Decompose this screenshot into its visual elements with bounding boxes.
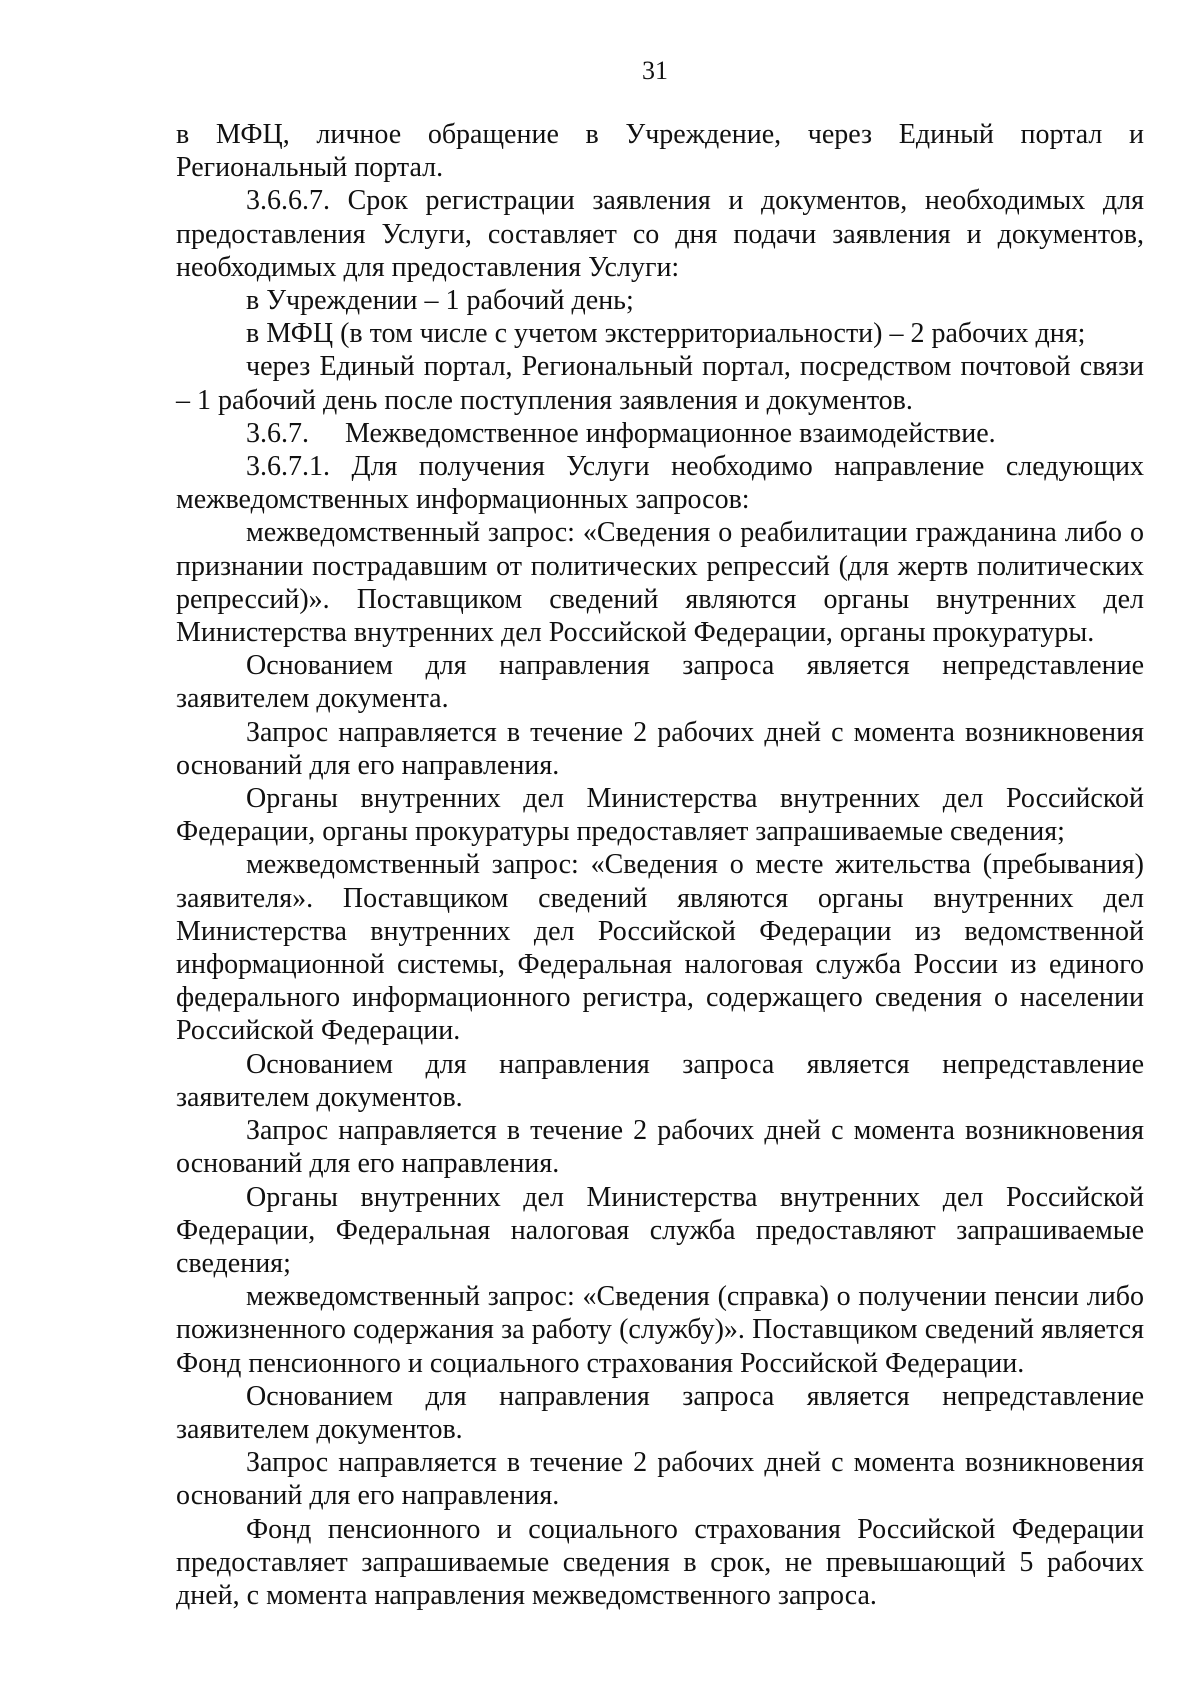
paragraph-mfc-continuation: в МФЦ, личное обращение в Учреждение, через Единый портал и Региональный портал.	[176, 119, 1144, 184]
paragraph-timing-2: Запрос направляется в течение 2 рабочих дней с момента возникновения оснований для его направления.	[176, 1115, 1144, 1180]
section-heading-interagency	[176, 417, 1144, 450]
paragraph-basis-3: Основанием для направления запроса является непредставление заявителем документов.	[176, 1380, 1144, 1445]
section-title: Межведомственное информационное взаимодействие.	[345, 417, 996, 449]
document-body	[176, 118, 1144, 1612]
paragraph-request-residence: межведомственный запрос: «Сведения о месте жительства (пребывания) заявителя». Поставщиком сведений являются органы внутренних дел Министерства внутренних дел Российской Федерации из ведомственной информационной системы, Федеральная налоговая служба России из единого федерального информационного регистра, содержащего сведения о населении Российской Федерации.	[176, 849, 1144, 1047]
paragraph-provider-2: Органы внутренних дел Министерства внутренних дел Российской Федерации, Федеральная налоговая служба предоставляют запрашиваемые сведения;	[176, 1181, 1144, 1279]
paragraph-in-institution: в Учреждении – 1 рабочий день;	[246, 285, 634, 317]
paragraph-basis-2: Основанием для направления запроса является непредставление заявителем документов.	[176, 1048, 1144, 1113]
paragraph-in-mfc: в МФЦ (в том числе с учетом экстерриториальности) – 2 рабочих дня;	[246, 318, 1086, 350]
page-number: 31	[642, 56, 668, 85]
paragraph-timing-1: Запрос направляется в течение 2 рабочих дней с момента возникновения оснований для его направления.	[176, 716, 1144, 781]
paragraph-via-portal: через Единый портал, Региональный портал, посредством почтовой связи – 1 рабочий день после поступления заявления и документов.	[176, 351, 1144, 416]
paragraph-provider-3: Фонд пенсионного и социального страхования Российской Федерации предоставляет запрашиваемые сведения в срок, не превышающий 5 рабочих дней, с момента направления межведомственного запроса.	[176, 1513, 1144, 1611]
paragraph-request-pension: межведомственный запрос: «Сведения (справка) о получении пенсии либо пожизненного содержания за работу (службу)». Поставщиком сведений является Фонд пенсионного и социального страхования Российской Федерации.	[176, 1281, 1144, 1379]
paragraph-basis-1: Основанием для направления запроса является непредставление заявителем документа.	[176, 650, 1144, 715]
section-number: 3.6.7.	[246, 417, 309, 449]
paragraph-timing-3: Запрос направляется в течение 2 рабочих дней с момента возникновения оснований для его направления.	[176, 1447, 1144, 1512]
paragraph-interagency-requests: 3.6.7.1. Для получения Услуги необходимо направление следующих межведомственных информационных запросов:	[176, 451, 1144, 516]
paragraph-registration-term: 3.6.6.7. Срок регистрации заявления и документов, необходимых для предоставления Услуги, составляет со дня подачи заявления и документов, необходимых для предоставления Услуги:	[176, 185, 1144, 283]
paragraph-request-rehabilitation: межведомственный запрос: «Сведения о реабилитации гражданина либо о признании пострадавшим от политических репрессий (для жертв политических репрессий)». Поставщиком сведений являются органы внутренних дел Министерства внутренних дел Российской Федерации, органы прокуратуры.	[176, 517, 1144, 649]
paragraph-provider-1: Органы внутренних дел Министерства внутренних дел Российской Федерации, органы прокуратуры предоставляет запрашиваемые сведения;	[176, 783, 1144, 848]
